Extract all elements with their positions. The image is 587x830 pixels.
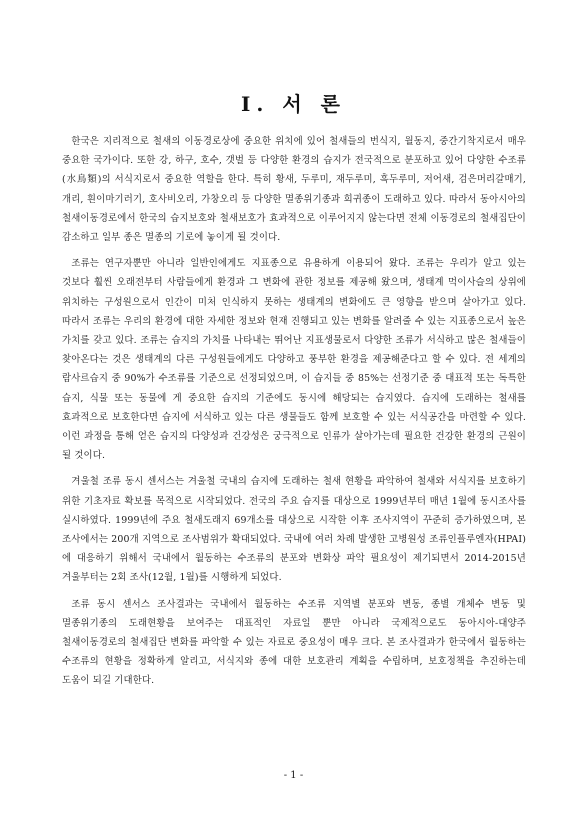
body-text (62, 132, 526, 698)
page-number: - 1 - (283, 770, 304, 781)
page-title: Ⅰ. 서 론 (241, 92, 346, 116)
paragraph-4: 조류 동시 센서스 조사결과는 국내에서 월동하는 수조류 지역별 분포와 변동, 종별 개체수 변동 및 멸종위기종의 도래현황을 보여주는 대표적인 자료일 뿐만 아니라 국제적으로도 동아시아-대양주 철새이동경로의 철새집단 변화를 파악할 수 있는 자료로 중요성이 매우 크다. 본 조사결과가 한국에서 월동하는 수조류의 현황을 정확하게 알리고, 서식지와 종에 대한 보호관리 계획을 수립하며, 보호정책을 추진하는데 도움이 되길 기대한다. (62, 598, 526, 687)
paragraph-3: 겨울철 조류 동시 센서스는 겨울철 국내의 습지에 도래하는 철새 현황을 파악하여 철새와 서식지를 보호하기 위한 기초자료 확보를 목적으로 시작되었다. 전국의 주요 습지를 대상으로 1999년부터 매년 1월에 동시조사를 실시하였다. 1999년에 주요 철새도래지 69개소를 대상으로 시작한 이후 조사지역이 꾸준히 증가하였으며, 본 조사에서는 200개 지역으로 조사범위가 확대되었다. 국내에 여러 차례 발생한 고병원성 조류인플루엔자(HPAI)에 대응하기 위해서 국내에서 월동하는 수조류의 분포와 변화상 파악 필요성이 제기되면서 2014-2015년 겨울부터는 2회 조사(12월, 1월)를 시행하게 되었다. (62, 476, 526, 584)
paragraph-2: 조류는 연구자뿐만 아니라 일반인에게도 지표종으로 유용하게 이용되어 왔다. 조류는 우리가 알고 있는 것보다 훨씬 오래전부터 사람들에게 환경과 그 변화에 관한 정보를 제공해 왔으며, 생태계 먹이사슬의 상위에 위치하는 구성원으로서 인간이 미처 인식하지 못하는 생태계의 변화에도 큰 영향을 받으며 살아가고 있다. 따라서 조류는 우리의 환경에 대한 자세한 정보와 현재 진행되고 있는 변화를 알려줄 수 있는 지표종으로서 높은 가치를 갖고 있다. 조류는 습지의 가치를 나타내는 뛰어난 지표생물로서 다양한 조류가 서식하고 많은 철새들이 찾아온다는 것은 생태계의 다른 구성원들에게도 다양하고 풍부한 환경을 제공해준다고 할 수 있다. 전 세계의 람사르습지 중 90%가 수조류를 기준으로 선정되었으며, 이 습지들 중 85%는 선정기준 중 대표적 또는 독특한 습지, 식물 또는 동물에 게 중요한 습지의 기준에도 동시에 해당되는 습지였다. 습지에 도래하는 철새를 효과적으로 보호한다면 습지에 서식하고 있는 다른 생물들도 함께 보호할 수 있는 서식공간을 마련할 수 있다. 이런 과정을 통해 얻은 습지의 다양성과 건강성은 궁극적으로 인류가 살아가는데 필요한 건강한 환경의 근원이 될 것이다. (62, 258, 526, 462)
paragraph-1: 한국은 지리적으로 철새의 이동경로상에 중요한 위치에 있어 철새들의 번식지, 월동지, 중간기착지로서 매우 중요한 국가이다. 또한 강, 하구, 호수, 갯벌 등 다양한 환경의 습지가 전국적으로 분포하고 있어 다양한 수조류(水鳥類)의 서식지로서 중요한 역할을 한다. 특히 황새, 두루미, 재두루미, 흑두루미, 저어새, 검은머리갈매기, 개리, 흰이마기러기, 호사비오리, 가창오리 등 다양한 멸종위기종과 희귀종이 도래하고 있다. 따라서 동아시아의 철새이동경로에서 한국의 습지보호와 철새보호가 효과적으로 이루어지지 않는다면 전체 이동경로의 철새집단이 감소하고 일부 종은 멸종의 기로에 놓이게 될 것이다. (62, 136, 526, 244)
